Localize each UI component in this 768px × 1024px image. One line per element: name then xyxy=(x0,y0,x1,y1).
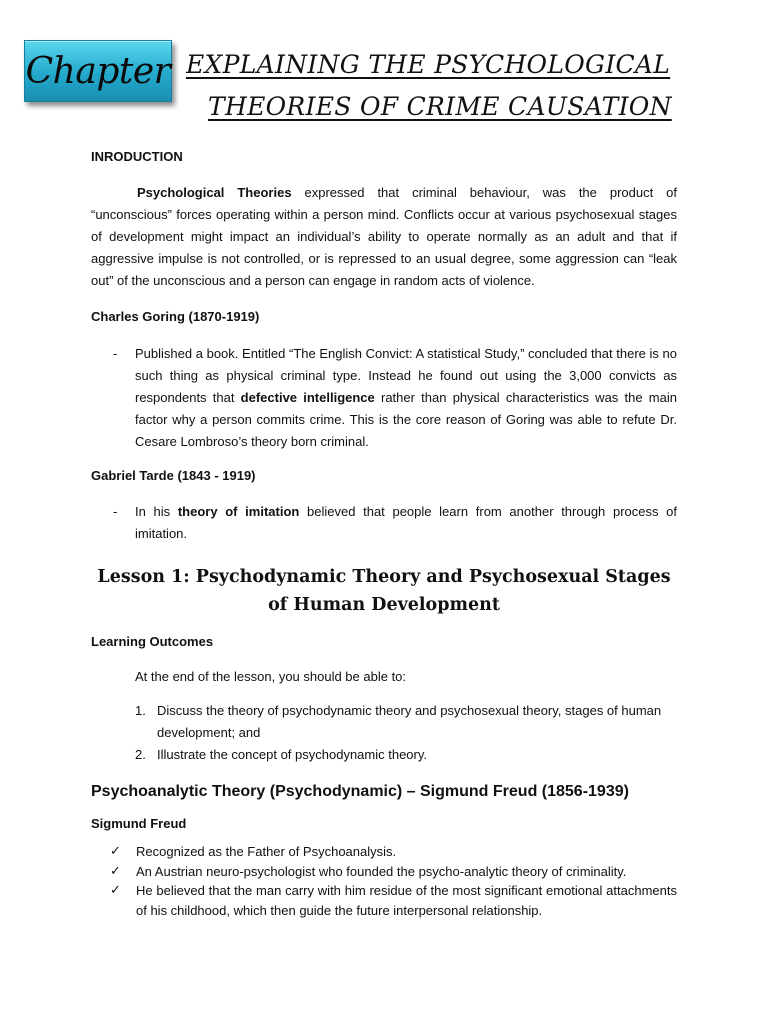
tarde-text-a: In his xyxy=(135,504,178,519)
list-item xyxy=(91,862,677,882)
tarde-text xyxy=(135,501,677,545)
checkmark-icon: ✓ xyxy=(110,844,121,859)
list-number: 1. xyxy=(135,703,146,718)
lesson-title xyxy=(91,563,677,619)
tarde-bold: theory of imitation xyxy=(177,504,300,519)
outcomes-list xyxy=(135,700,677,766)
list-item xyxy=(91,842,677,862)
list-text: An Austrian neuro-psychologist who founded the psycho-analytic theory of criminality. xyxy=(136,863,627,879)
chapter-title-line-1: EXPLAINING THE PSYCHOLOGICAL xyxy=(186,50,671,79)
document-body xyxy=(91,146,677,920)
chapter-badge xyxy=(24,40,172,102)
lesson-title-line-2: of Human Development xyxy=(268,595,500,615)
goring-heading: Charles Goring (1870-1919) xyxy=(91,309,260,324)
checkmark-icon: ✓ xyxy=(110,863,121,879)
intro-text: expressed that criminal behaviour, was the product of “unconscious” forces operating within a person mind. Conflicts occur at various psychosexual stages of development might impact an individual’s ability to operate normally as an adult and that if aggressive impulse is not controlled, or is repressed to an usual degree, some aggression can “leak out” of the unconscious and a person can engage in random acts of violence. xyxy=(91,185,677,288)
chapter-badge-label: Chapter xyxy=(25,50,171,92)
tarde-list-item xyxy=(91,501,677,545)
intro-bold-lead: Psychological Theories xyxy=(137,185,292,200)
goring-list-item xyxy=(91,343,677,453)
list-item xyxy=(91,881,677,920)
lesson-title-line-1: Lesson 1: Psychodynamic Theory and Psychosexual Stages xyxy=(97,567,671,587)
goring-text-a: Published a book. Entitled “The English Convict: A statistical Study,” concluded that there is no such thing as physical criminal type. Instead he found out using the 3,000 convicts as respondents that xyxy=(135,346,677,405)
list-number: 2. xyxy=(135,747,146,762)
list-item xyxy=(135,744,677,766)
checkmark-icon: ✓ xyxy=(110,883,121,898)
intro-paragraph xyxy=(91,182,677,292)
list-text: He believed that the man carry with him residue of the most significant emotional attachments of his childhood, which then guide the future interpersonal relationship. xyxy=(136,883,677,918)
goring-text xyxy=(135,343,677,453)
goring-bold: defective intelligence xyxy=(240,390,375,405)
freud-list xyxy=(91,842,677,920)
list-text: Discuss the theory of psychodynamic theory and psychosexual theory, stages of human development; and xyxy=(157,703,662,740)
outcomes-heading: Learning Outcomes xyxy=(91,634,214,649)
intro-heading: INRODUCTION xyxy=(91,149,183,164)
tarde-text-b: believed that people learn from another through process of imitation. xyxy=(135,504,677,541)
list-text: Illustrate the concept of psychodynamic theory. xyxy=(157,747,428,762)
dash-marker: - xyxy=(113,346,118,361)
tarde-heading: Gabriel Tarde (1843 - 1919) xyxy=(91,468,256,483)
chapter-title-line-2: THEORIES OF CRIME CAUSATION xyxy=(208,92,672,121)
dash-marker: - xyxy=(113,504,118,519)
goring-text-b: rather than physical characteristics was the main factor why a person commits crime. This is the core reason of Goring was able to refute Dr. Cesare Lombroso’s theory born criminal. xyxy=(135,390,677,449)
freud-sub-heading: Sigmund Freud xyxy=(91,816,187,831)
list-text: Recognized as the Father of Psychoanalysis. xyxy=(136,844,397,859)
list-item xyxy=(135,700,677,744)
freud-section-heading: Psychoanalytic Theory (Psychodynamic) – Sigmund Freud (1856-1939) xyxy=(91,783,629,800)
outcomes-intro: At the end of the lesson, you should be able to: xyxy=(135,669,407,684)
